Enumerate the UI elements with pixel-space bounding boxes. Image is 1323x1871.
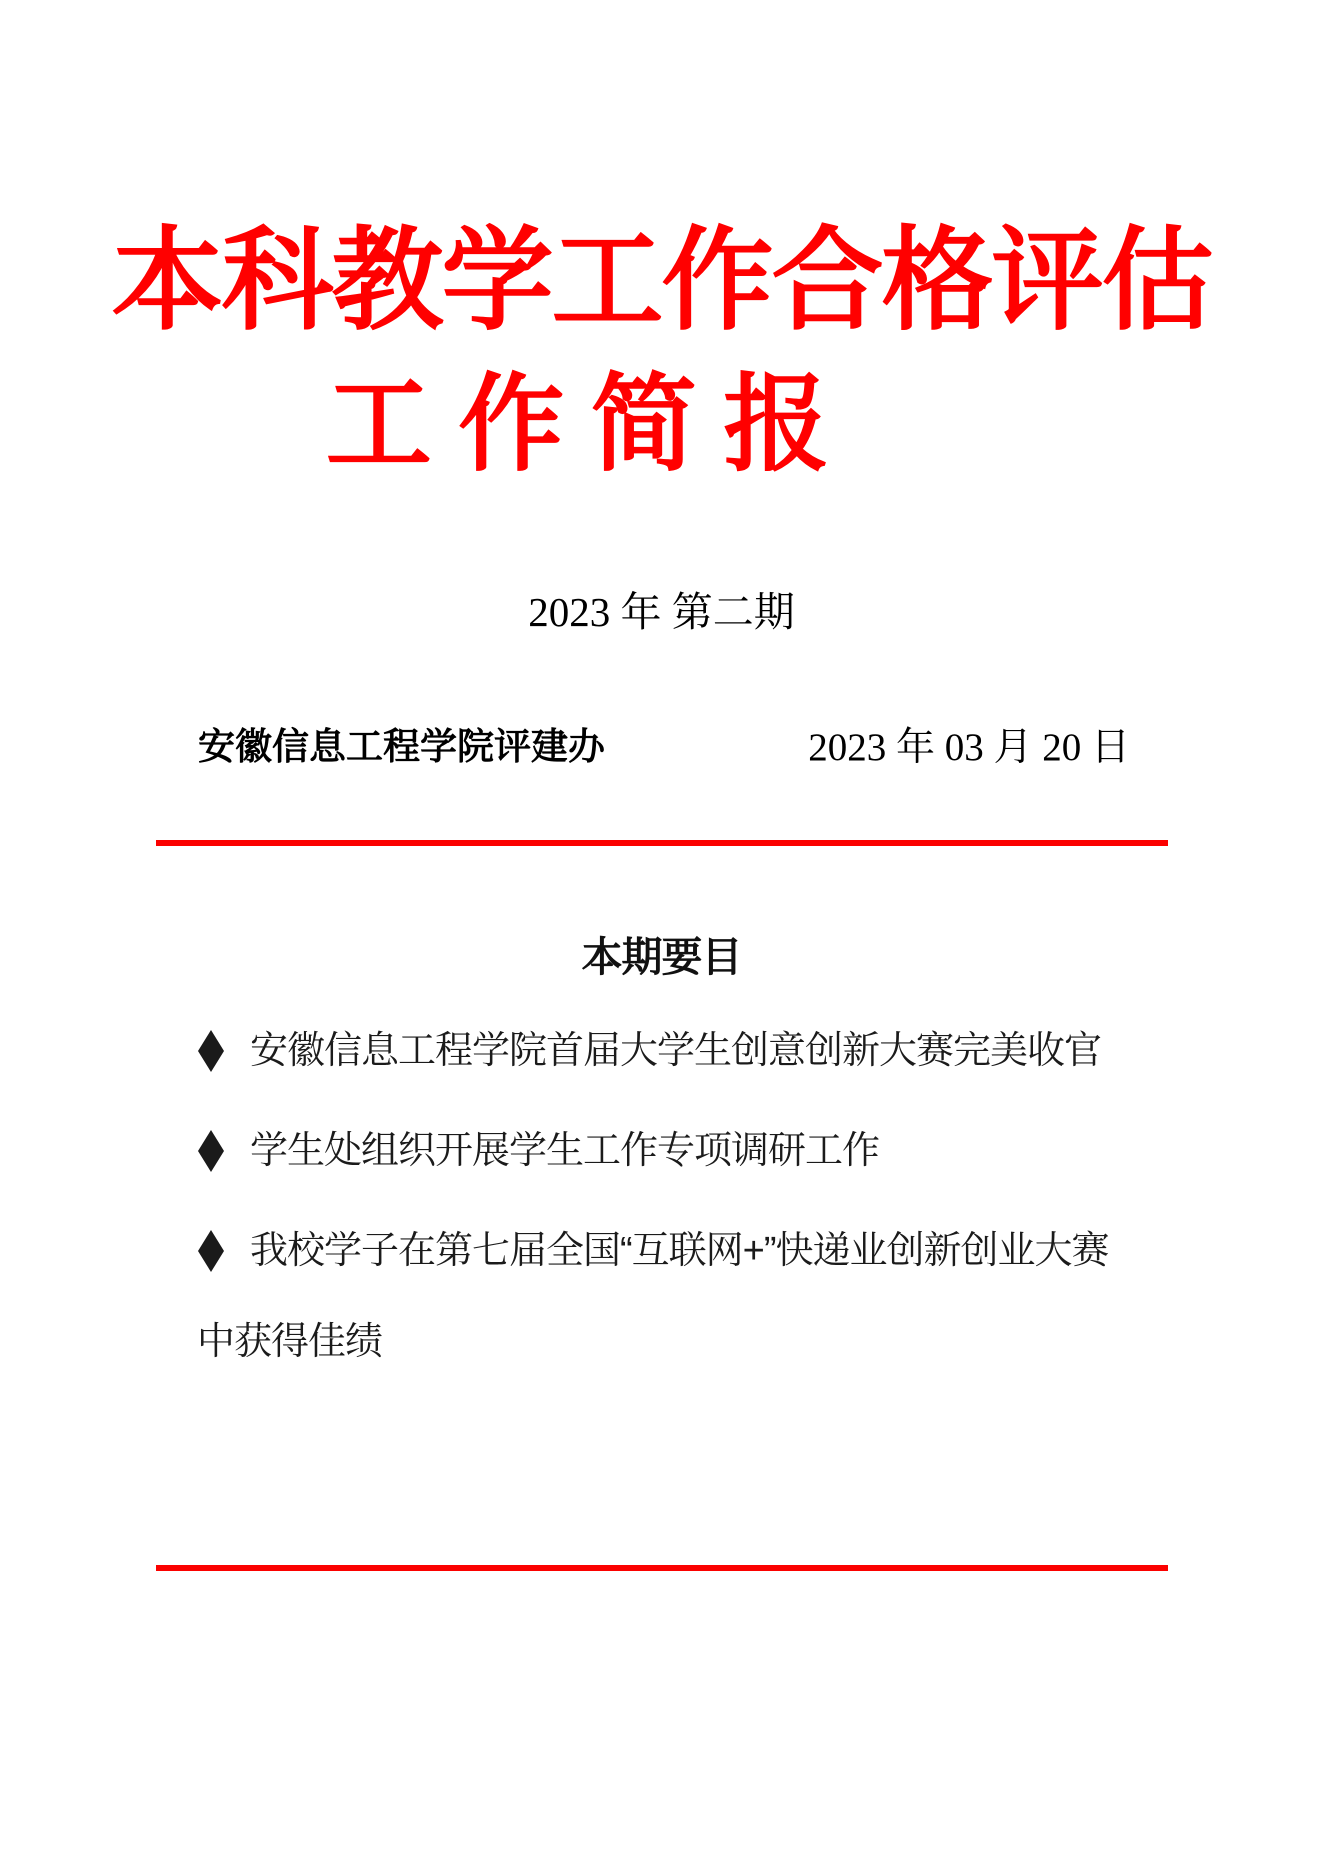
diamond-bullet-icon bbox=[198, 1230, 224, 1272]
red-divider-top bbox=[156, 840, 1168, 846]
toc-item-text: 安徽信息工程学院首届大学生创意创新大赛完美收官 bbox=[250, 1030, 1102, 1072]
toc-item bbox=[198, 1127, 879, 1175]
bulletin-title-line2-row bbox=[0, 366, 1323, 486]
publish-date: 2023 年 03 月 20 日 bbox=[808, 726, 1130, 769]
diamond-bullet-icon bbox=[198, 1030, 224, 1072]
bulletin-title-line1: 本科教学工作合格评估 bbox=[111, 220, 1212, 344]
toc-item-text-continued: 中获得佳绩 bbox=[197, 1321, 383, 1363]
diamond-bullet-icon bbox=[198, 1130, 224, 1172]
toc-item-text: 学生处组织开展学生工作专项调研工作 bbox=[250, 1130, 880, 1172]
toc-heading: 本期要目 bbox=[581, 934, 742, 980]
bulletin-title-line2: 工 作 简 报 bbox=[325, 367, 830, 484]
toc-item bbox=[198, 1027, 1101, 1075]
red-divider-bottom bbox=[156, 1565, 1168, 1571]
issue-number: 2023 年 第二期 bbox=[528, 589, 795, 635]
toc-item bbox=[198, 1227, 1109, 1275]
publisher-date-row bbox=[0, 726, 1323, 772]
publisher-name: 安徽信息工程学院评建办 bbox=[198, 727, 605, 768]
toc-item-text: 我校学子在第七届全国“互联网+”快递业创新创业大赛 bbox=[250, 1230, 1109, 1272]
